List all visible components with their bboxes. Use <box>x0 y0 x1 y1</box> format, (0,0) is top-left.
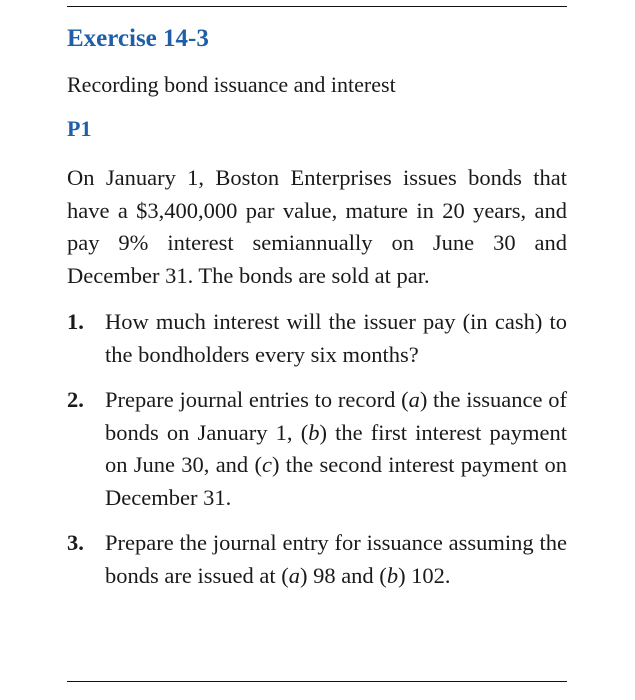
part-label-c: c <box>261 452 272 477</box>
question-text-segment: ) 102. <box>398 562 451 588</box>
question-number: 2. <box>67 387 84 412</box>
question-text-segment: ) the second interest payment on December 31. <box>105 452 567 510</box>
question-item <box>67 527 567 592</box>
part-label-b: b <box>386 562 399 588</box>
part-label-b: b <box>308 419 320 445</box>
bottom-divider <box>67 681 567 682</box>
question-number: 1. <box>67 309 84 334</box>
exercise-content <box>67 22 567 605</box>
question-number: 3. <box>67 530 84 555</box>
exercise-paragraph: On January 1, Boston Enterprises issues bonds that have a $3,400,000 par value, mature in 20 years, and pay 9% interest semiannually on June 30 and December 31. The bonds are sold at par. <box>67 165 567 288</box>
exercise-title: Exercise 14-3 <box>67 25 209 52</box>
question-text-segment: Prepare the journal entry for issuance assuming the bonds are issued at ( <box>105 530 567 588</box>
question-text: How much interest will the issuer pay (in cash) to the bondholders every six months? <box>105 309 567 367</box>
question-text-segment: ) the first interest payment on June 30, and ( <box>105 419 567 477</box>
part-label-a: a <box>408 387 420 412</box>
exercise-subtitle: Recording bond issuance and interest <box>67 72 396 97</box>
part-label-a: a <box>288 562 300 588</box>
question-text-segment: ) 98 and ( <box>299 562 387 588</box>
question-item <box>67 384 567 514</box>
learning-objective: P1 <box>67 116 92 141</box>
question-text-segment: Prepare journal entries to record ( <box>105 387 409 412</box>
question-item <box>67 306 567 371</box>
top-divider <box>67 6 567 7</box>
question-list <box>67 306 567 592</box>
question-text-segment: ) the issuance of bonds on January 1, ( <box>105 387 567 445</box>
